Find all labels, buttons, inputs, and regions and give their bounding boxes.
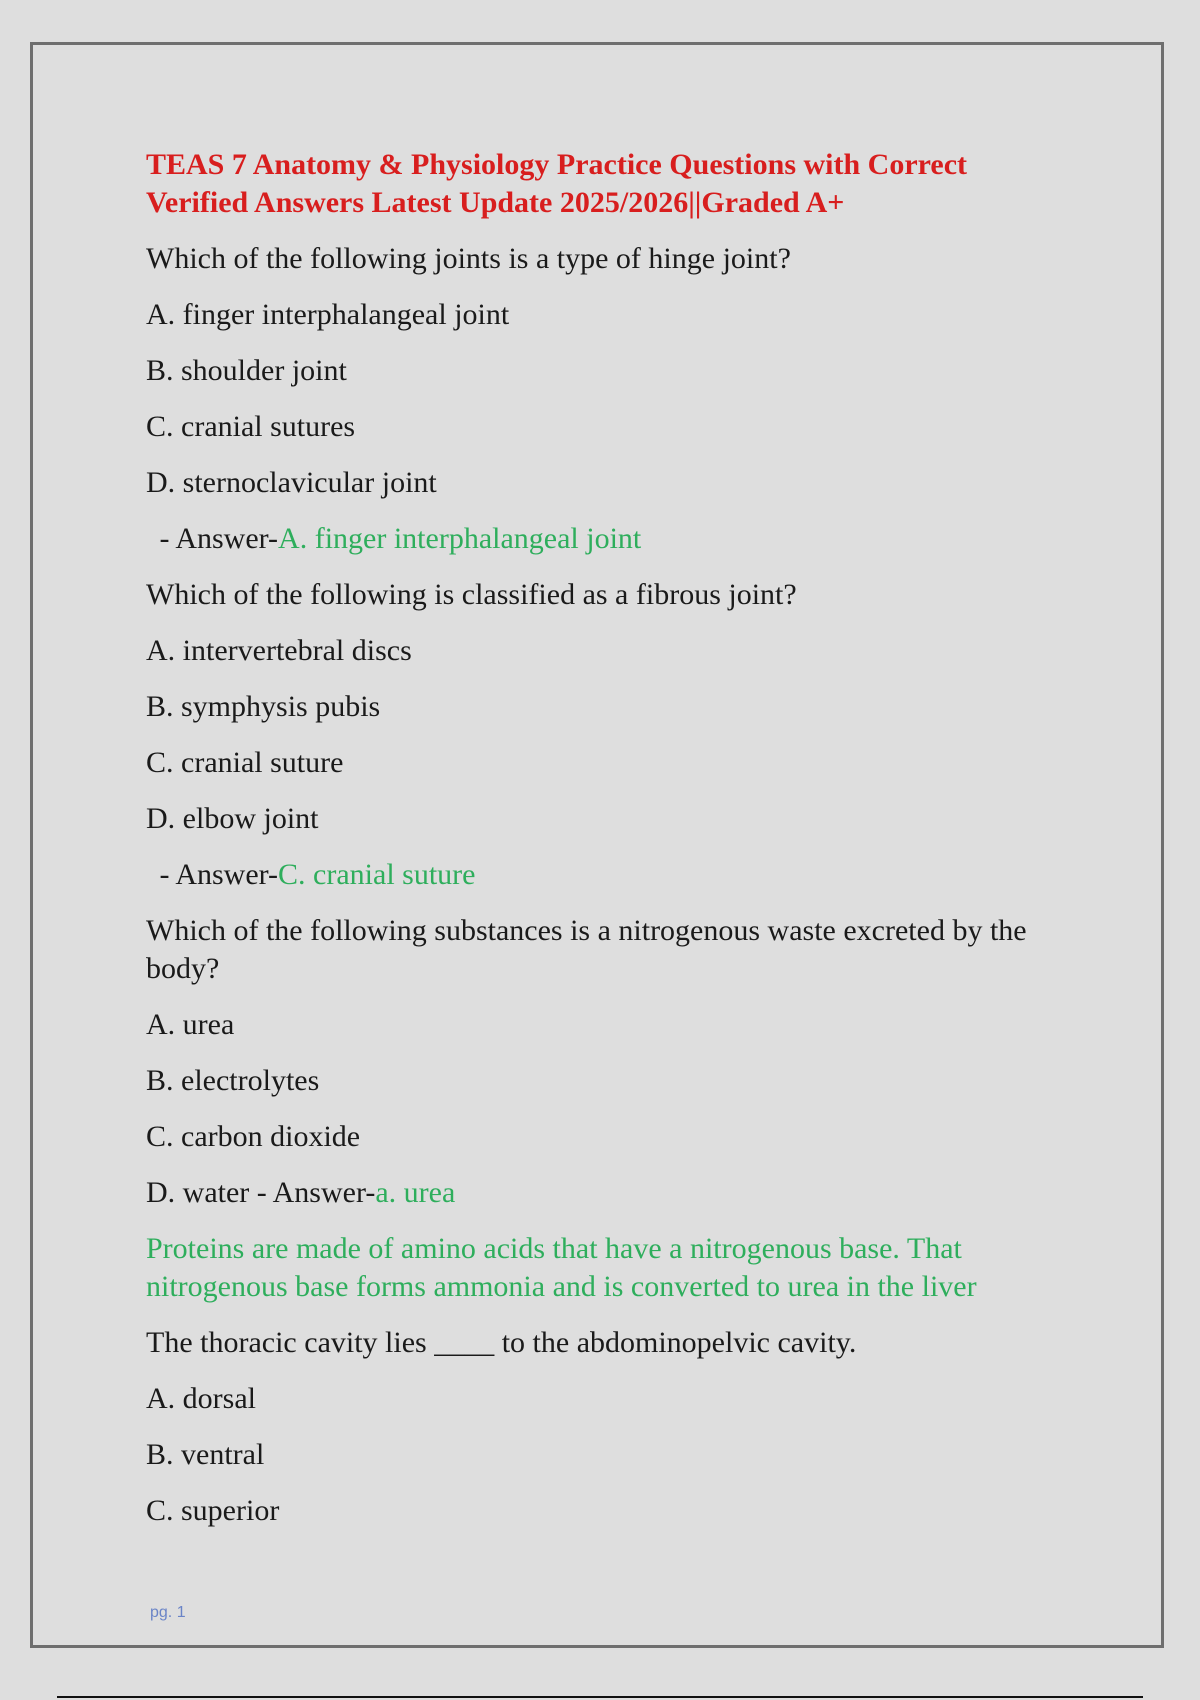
- option-b: B. electrolytes: [146, 1064, 320, 1097]
- answer-prefix: - Answer-: [152, 858, 279, 891]
- question-text: The thoracic cavity lies ____ to the abdominopelvic cavity.: [146, 1326, 857, 1359]
- question-text: Which of the following is classified as a fibrous joint?: [146, 578, 797, 611]
- answer-text: A. finger interphalangeal joint: [278, 522, 642, 555]
- option-d: D. elbow joint: [146, 802, 319, 835]
- option-c: C. superior: [146, 1494, 280, 1527]
- option-a: A. dorsal: [146, 1382, 256, 1415]
- option-b: B. shoulder joint: [146, 354, 347, 387]
- answer-line: [146, 856, 1066, 894]
- option-d: D. sternoclavicular joint: [146, 466, 437, 499]
- option-c: C. cranial sutures: [146, 410, 356, 443]
- question-text: Which of the following substances is a nitrogenous waste excreted by the body?: [146, 914, 1035, 985]
- option-a: A. urea: [146, 1008, 235, 1041]
- document-title: TEAS 7 Anatomy & Physiology Practice Questions with Correct Verified Answers Latest Update 2025/2026||Graded A+: [146, 148, 968, 219]
- option-b: B. ventral: [146, 1438, 265, 1471]
- answer-prefix: - Answer-: [152, 522, 279, 555]
- document-body: [146, 146, 1066, 1548]
- answer-line: [146, 1174, 1066, 1212]
- option-c: C. cranial suture: [146, 746, 344, 779]
- bottom-divider: [57, 1696, 1143, 1698]
- option-c: C. carbon dioxide: [146, 1120, 361, 1153]
- page-number: pg. 1: [150, 1604, 186, 1621]
- option-b: B. symphysis pubis: [146, 690, 381, 723]
- answer-text: C. cranial suture: [278, 858, 476, 891]
- answer-explanation: Proteins are made of amino acids that have a nitrogenous base. That nitrogenous base forms ammonia and is converted to urea in the liver: [146, 1232, 977, 1303]
- option-a: A. finger interphalangeal joint: [146, 298, 510, 331]
- question-text: Which of the following joints is a type of hinge joint?: [146, 242, 791, 275]
- answer-text: a. urea: [375, 1176, 456, 1209]
- answer-line: [146, 520, 1066, 558]
- option-d: D. water - Answer-: [146, 1176, 376, 1209]
- option-a: A. intervertebral discs: [146, 634, 412, 667]
